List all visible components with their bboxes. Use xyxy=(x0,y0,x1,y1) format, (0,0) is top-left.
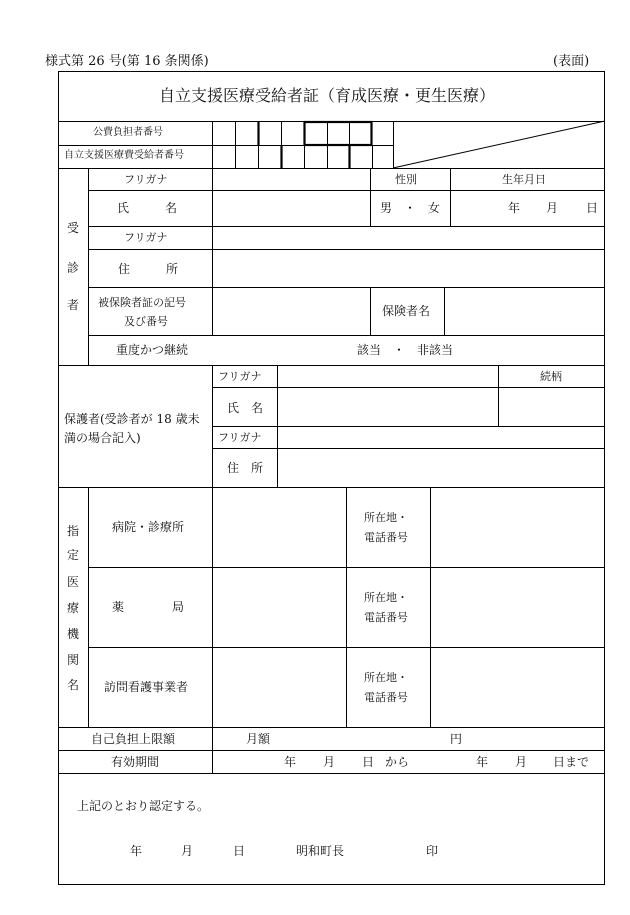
institution-section-char: 名 xyxy=(67,678,80,692)
form-title: 自立支援医療受給者証（育成医療・更生医療） xyxy=(159,86,496,105)
patient-section-char: 診 xyxy=(67,261,80,275)
patient-section-char: 受 xyxy=(67,221,80,235)
phone-label: 電話番号 xyxy=(364,531,408,544)
gender-options: 男 ・ 女 xyxy=(380,201,441,215)
issuer-name: 明和町長 xyxy=(296,844,345,858)
copay-yen-unit: 円 xyxy=(450,732,463,746)
home-nursing-label: 訪問看護事業者 xyxy=(104,680,189,694)
patient-furigana-label: フリガナ xyxy=(124,173,168,186)
institution-section-char: 機 xyxy=(67,627,80,641)
public-payer-label: 公費負担者番号 xyxy=(93,127,163,138)
insurance-number-label-2: 及び番号 xyxy=(124,315,168,328)
phone-label: 電話番号 xyxy=(364,611,408,624)
institution-section-char: 療 xyxy=(67,601,80,615)
seal-mark: 印 xyxy=(426,844,439,858)
cert-year-unit: 年 xyxy=(130,844,143,858)
birth-day-unit: 日 xyxy=(586,201,599,215)
pharmacy-label: 薬 局 xyxy=(112,600,185,614)
hospital-clinic-label: 病院・診療所 xyxy=(112,520,185,534)
patient-section-char: 者 xyxy=(67,298,80,312)
institution-section-char: 医 xyxy=(67,575,80,589)
guardian-label: 保護者(受診者が 18 歳未 xyxy=(64,412,200,426)
certification-statement: 上記のとおり認定する。 xyxy=(77,799,210,813)
recipient-number-label: 自立支援医療費受給者番号 xyxy=(64,150,184,161)
gender-label: 性別 xyxy=(395,173,417,186)
copay-monthly-label: 月額 xyxy=(246,732,271,746)
relation-label: 続柄 xyxy=(540,370,562,383)
guardian-furigana-label: フリガナ xyxy=(218,370,262,383)
validity-to-day: 日まで xyxy=(553,755,590,769)
validity-to-month: 月 xyxy=(515,755,528,769)
validity-from-month: 月 xyxy=(323,755,336,769)
validity-from-year: 年 xyxy=(284,755,297,769)
patient-name-label: 氏 名 xyxy=(117,201,178,215)
institution-section-char: 関 xyxy=(67,653,80,667)
form-number: 様式第 26 号(第 16 条関係) xyxy=(45,54,209,69)
validity-from-day: 日 xyxy=(362,755,375,769)
patient-address-label: 住 所 xyxy=(118,262,179,276)
severe-continuous-label: 重度かつ継続 xyxy=(116,343,189,357)
location-label: 所在地・ xyxy=(364,511,408,524)
guardian-label-2: 満の場合記入) xyxy=(64,431,141,445)
cert-day-unit: 日 xyxy=(233,844,246,858)
phone-label: 電話番号 xyxy=(364,691,408,704)
institution-section-char: 指 xyxy=(67,524,80,538)
address-furigana-label: フリガナ xyxy=(124,231,168,244)
validity-from-suffix: から xyxy=(385,755,410,769)
copay-limit-label: 自己負担上限額 xyxy=(91,732,176,746)
birth-month-unit: 月 xyxy=(546,201,559,215)
validity-to-year: 年 xyxy=(476,755,489,769)
location-label: 所在地・ xyxy=(364,591,408,604)
cert-month-unit: 月 xyxy=(181,844,194,858)
birth-year-unit: 年 xyxy=(508,201,521,215)
insurance-number-label: 被保険者証の記号 xyxy=(98,296,186,309)
validity-label: 有効期間 xyxy=(111,755,160,769)
guardian-address-furigana-label: フリガナ xyxy=(218,431,262,444)
guardian-name-label: 氏 名 xyxy=(227,401,264,415)
severe-continuous-value: 該当 ・ 非該当 xyxy=(357,343,454,357)
birthdate-label: 生年月日 xyxy=(502,173,546,186)
guardian-address-label: 住 所 xyxy=(227,461,264,475)
institution-section-char: 定 xyxy=(67,548,80,562)
side-label: (表面) xyxy=(553,54,590,69)
insurer-name-label: 保険者名 xyxy=(382,304,431,318)
location-label: 所在地・ xyxy=(364,671,408,684)
